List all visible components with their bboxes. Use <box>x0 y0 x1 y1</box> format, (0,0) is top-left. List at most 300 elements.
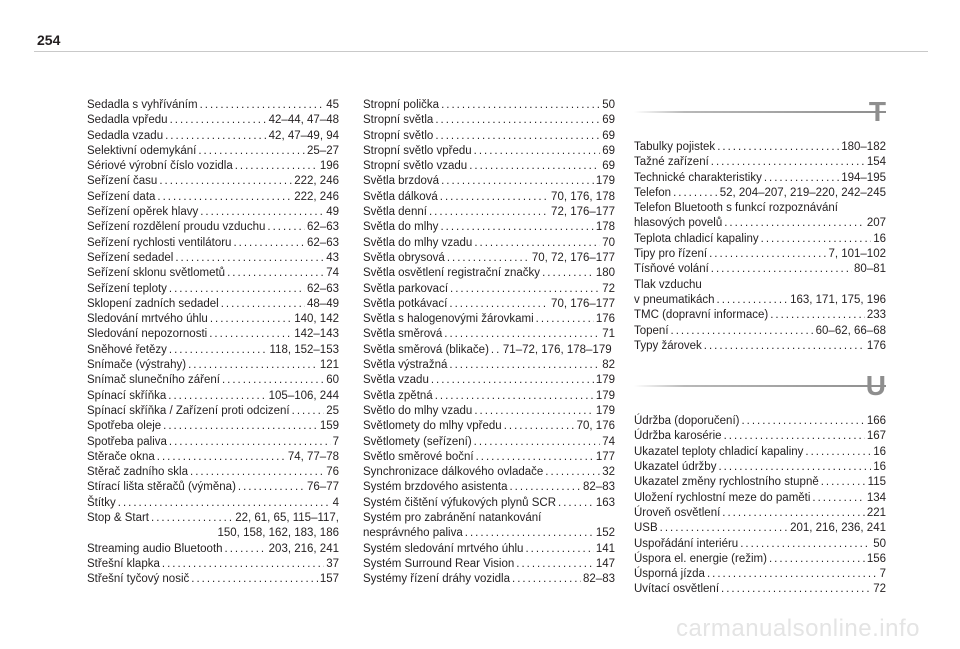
index-term: Seřízení data <box>87 190 156 203</box>
index-entry <box>87 266 339 281</box>
index-term: Seřízení rozdělení proudu vzduchu <box>87 221 266 234</box>
index-term: Technické charakteristiky <box>634 171 762 184</box>
index-entry <box>87 251 339 266</box>
index-term: Stropní polička <box>363 99 440 111</box>
page-references: 69 <box>602 160 615 173</box>
page-references: 70, 176 <box>576 420 615 433</box>
index-entry <box>363 312 615 327</box>
index-term: Úroveň osvětlení <box>634 506 721 519</box>
page-references: 176 <box>595 313 615 326</box>
page-references: 115 <box>867 476 886 489</box>
dot-leader <box>444 327 600 342</box>
index-column-3 <box>634 98 886 598</box>
page-references: 207 <box>866 217 886 230</box>
index-entry <box>363 496 615 511</box>
dot-leader <box>429 205 549 220</box>
index-term: Střešní klapka <box>87 557 160 570</box>
dot-leader <box>671 324 814 339</box>
dot-leader <box>222 373 324 388</box>
page-references: 71–72, 176, 178–179 <box>502 343 612 356</box>
index-term: Stropní světlo vzadu <box>363 160 468 173</box>
index-term: Selektivní odemykání <box>87 144 197 157</box>
index-term: Úspora el. energie (režim) <box>634 552 767 565</box>
index-term: Světla vzadu <box>363 374 429 387</box>
index-term: Světla směrová <box>363 328 443 341</box>
index-entry <box>363 419 615 434</box>
index-term: Seřízení sklonu světlometů <box>87 267 226 280</box>
index-entry <box>87 542 339 557</box>
dot-leader <box>660 521 788 536</box>
page-references: 32 <box>602 466 615 479</box>
index-entry <box>87 282 339 297</box>
index-term: Světla výstražná <box>363 359 448 372</box>
page-references: 70, 176, 178 <box>551 190 615 203</box>
index-entry <box>363 511 615 526</box>
index-entry <box>363 297 615 312</box>
index-entry <box>634 324 886 339</box>
index-term: nesprávného paliva <box>363 527 463 540</box>
page-references: 70, 72, 176–177 <box>531 251 615 264</box>
index-term: Typy žárovek <box>634 339 702 352</box>
dot-leader <box>805 445 871 460</box>
dot-leader <box>721 582 871 597</box>
dot-leader <box>292 404 325 419</box>
index-entry <box>363 220 615 235</box>
page-references: 72, 176–177 <box>551 206 615 219</box>
index-term: Spotřeba paliva <box>87 435 167 448</box>
dot-leader <box>509 480 581 495</box>
dot-leader <box>821 475 866 490</box>
dot-leader <box>440 190 549 205</box>
index-term: USB <box>634 522 658 535</box>
index-term: Sledování nepozornosti <box>87 328 208 341</box>
page-references: 221 <box>866 506 886 519</box>
page-references: 43 <box>326 251 339 264</box>
index-entry <box>634 278 886 293</box>
page-references: 167 <box>866 430 886 443</box>
dot-leader <box>770 308 865 323</box>
page-references: 179 <box>595 374 615 387</box>
dot-leader <box>238 480 305 495</box>
dot-leader <box>190 465 324 480</box>
index-term: Světla denní <box>363 206 427 219</box>
page-references: 76–77 <box>307 481 339 494</box>
page-references: 163 <box>595 496 615 509</box>
page-references: 4 <box>332 496 339 509</box>
index-term: Tlak vzduchu <box>634 278 702 291</box>
dot-leader <box>465 526 594 541</box>
index-term: Telefon Bluetooth s funkcí rozpoznávání <box>634 202 838 215</box>
index-entry <box>363 526 615 541</box>
page-references: 118, 152–153 <box>269 343 339 356</box>
page-references: 25–27 <box>307 144 339 157</box>
index-term: Sklopení zadních sedadel <box>87 297 219 310</box>
index-entry <box>363 373 615 388</box>
page-references: 177 <box>595 450 615 463</box>
page-references: 201, 216, 236, 241 <box>790 522 886 535</box>
page-references: 159 <box>319 420 339 433</box>
index-term: Stírací lišta stěračů (výměna) <box>87 481 236 494</box>
index-term: Světla směrová (blikače) <box>363 343 489 356</box>
index-term: Sněhové řetězy <box>87 343 167 356</box>
dot-leader <box>545 465 600 480</box>
index-term: Seřízení teploty <box>87 282 167 295</box>
index-entry <box>87 190 339 205</box>
dot-leader <box>761 232 872 247</box>
index-term: hlasových povelů <box>634 217 723 230</box>
index-term: Stop & Start <box>87 512 150 525</box>
page-references: 60 <box>326 374 339 387</box>
index-term: Světla s halogenovými žárovkami <box>363 313 534 326</box>
page-references: 121 <box>319 359 339 372</box>
index-entry <box>634 155 886 170</box>
index-term: Světla parkovací <box>363 282 449 295</box>
index-term: Stropní světlo <box>363 129 434 142</box>
index-entry <box>87 480 339 495</box>
dot-leader <box>169 435 331 450</box>
dot-leader <box>449 297 549 312</box>
dot-leader <box>162 557 324 572</box>
dot-leader <box>435 129 600 144</box>
page-references: 52, 204–207, 219–220, 242–245 <box>719 186 886 199</box>
page-references: 166 <box>866 415 886 428</box>
index-entry <box>634 216 886 231</box>
dot-leader <box>200 205 324 220</box>
index-entry <box>634 552 886 567</box>
page-references: 233 <box>866 309 886 322</box>
page-references: 69 <box>602 114 615 127</box>
index-entry <box>87 297 339 312</box>
page-references: 72 <box>873 583 886 596</box>
index-entry <box>87 312 339 327</box>
page-references: 76 <box>326 466 339 479</box>
index-term: Světla do mlhy vzadu <box>363 236 473 249</box>
index-entry <box>363 480 615 495</box>
dot-leader <box>718 460 871 475</box>
index-term: Teplota chladicí kapaliny <box>634 232 759 245</box>
index-term: Sériové výrobní číslo vozidla <box>87 160 233 173</box>
index-entry <box>634 537 886 552</box>
page-references: 16 <box>873 445 886 458</box>
index-entry <box>87 496 339 511</box>
index-entry <box>87 557 339 572</box>
dot-leader <box>504 419 575 434</box>
index-entry <box>363 404 615 419</box>
page-references: 180–182 <box>841 141 886 153</box>
dot-leader <box>717 140 839 155</box>
index-term: Světla dálková <box>363 190 438 203</box>
index-entry <box>363 98 615 113</box>
index-entry <box>87 129 339 144</box>
index-term: Světla osvětlení registrační značky <box>363 267 541 280</box>
dot-leader <box>474 404 594 419</box>
dot-leader <box>491 343 501 358</box>
dot-leader <box>542 266 594 281</box>
dot-leader <box>722 506 865 521</box>
index-term: Světla zpětná <box>363 389 433 402</box>
header-divider <box>34 51 928 52</box>
dot-leader <box>441 98 600 113</box>
index-term: Údržba karosérie <box>634 430 722 443</box>
page-references: 16 <box>873 461 886 474</box>
index-entry <box>87 419 339 434</box>
page-references: 62–63 <box>307 236 339 249</box>
dot-leader <box>741 414 864 429</box>
index-entry <box>87 511 339 542</box>
page-references: 152 <box>595 527 615 540</box>
page-references: 50 <box>873 537 886 550</box>
section-rule <box>634 111 886 113</box>
index-term: Snímač slunečního záření <box>87 374 220 387</box>
dot-leader <box>157 190 292 205</box>
index-entry <box>363 174 615 189</box>
index-entry <box>363 450 615 465</box>
dot-leader <box>536 312 594 327</box>
dot-leader <box>474 144 601 159</box>
dot-leader <box>558 496 594 511</box>
section-letter: T <box>868 96 886 127</box>
index-entry <box>634 491 886 506</box>
page-references: 194–195 <box>841 171 886 184</box>
dot-leader <box>221 297 305 312</box>
index-term: Světlomety do mlhy vpředu <box>363 420 502 433</box>
index-entry <box>634 414 886 429</box>
page-references: 50 <box>602 99 615 111</box>
page-references: 179 <box>595 404 615 417</box>
index-term: Sedadla s vyhříváním <box>87 99 198 111</box>
dot-leader <box>469 159 600 174</box>
index-entry <box>634 293 886 308</box>
index-term: Sedadla vzadu <box>87 129 164 142</box>
index-term: Uvítací osvětlení <box>634 583 720 596</box>
dot-leader <box>673 186 718 201</box>
page-references: 45 <box>326 99 339 111</box>
index-term: Seřízení sedadel <box>87 251 174 264</box>
page-references: 140, 142 <box>294 313 339 326</box>
index-term: Systém Surround Rear Vision <box>363 557 515 570</box>
page-references: 82–83 <box>583 573 615 586</box>
page-references: 179 <box>595 389 615 402</box>
index-entry <box>363 266 615 281</box>
index-term: Systémy řízení dráhy vozidla <box>363 573 511 586</box>
index-entry <box>634 429 886 444</box>
dot-leader <box>168 389 266 404</box>
dot-leader <box>169 343 268 358</box>
section-letter: U <box>865 370 886 402</box>
index-term: Úsporná jízda <box>634 568 705 581</box>
index-term: Systém čištění výfukových plynů SCR <box>363 496 557 509</box>
index-entry <box>363 572 615 587</box>
index-entry <box>634 232 886 247</box>
page-references: 222, 246 <box>294 175 339 188</box>
page-references: 70 <box>602 236 615 249</box>
page-references: 156 <box>866 552 886 565</box>
index-term: Světla potkávací <box>363 297 448 310</box>
index-term: Tísňové volání <box>634 263 709 276</box>
page-references: 74, 77–78 <box>287 450 339 463</box>
dot-leader <box>707 567 878 582</box>
dot-leader <box>267 220 305 235</box>
index-term: Stropní světla <box>363 114 434 127</box>
section-header-u <box>634 372 886 414</box>
watermark: carmanualsonline.info <box>676 615 920 642</box>
index-term: Seřízení času <box>87 175 158 188</box>
index-entry <box>363 389 615 404</box>
index-term: Systém brzdového asistenta <box>363 481 508 494</box>
index-entry <box>87 98 339 113</box>
dot-leader <box>210 312 292 327</box>
dot-leader <box>435 389 594 404</box>
dot-leader <box>118 496 331 511</box>
page-references: 7 <box>332 435 339 448</box>
index-term: Stěrač zadního skla <box>87 466 189 479</box>
index-entry <box>87 113 339 128</box>
dot-leader <box>704 339 865 354</box>
page-references: 147 <box>595 557 615 570</box>
index-entry <box>634 201 886 216</box>
index-term: Světlo do mlhy vzadu <box>363 404 473 417</box>
page-references: 7, 101–102 <box>828 248 886 261</box>
dot-leader <box>711 155 865 170</box>
index-term: Sedadla vpředu <box>87 114 168 127</box>
dot-leader <box>512 572 581 587</box>
index-entry <box>634 339 886 354</box>
page-references: 70, 176–177 <box>551 297 615 310</box>
section-header-t <box>634 98 886 140</box>
page-number: 254 <box>37 32 61 48</box>
index-term: Stěrače okna <box>87 450 155 463</box>
index-entry <box>363 236 615 251</box>
page-references: 62–63 <box>307 282 339 295</box>
index-term: Stropní světlo vpředu <box>363 144 472 157</box>
index-entry <box>363 251 615 266</box>
dot-leader <box>724 216 865 231</box>
page-references: 180 <box>595 267 615 280</box>
index-entry <box>363 282 615 297</box>
index-entry <box>363 435 615 450</box>
index-entry <box>634 521 886 536</box>
dot-leader <box>233 236 305 251</box>
index-term: Synchronizace dálkového ovladače <box>363 466 544 479</box>
index-entry <box>363 542 615 557</box>
index-entry <box>87 450 339 465</box>
index-term: Sledování mrtvého úhlu <box>87 313 208 326</box>
page-references: 163, 171, 175, 196 <box>790 293 886 306</box>
index-entry <box>634 247 886 262</box>
index-term: Telefon <box>634 186 672 199</box>
dot-leader <box>159 174 292 189</box>
page-references: 203, 216, 241 <box>268 542 339 555</box>
index-term: Seřízení opěrek hlavy <box>87 206 199 219</box>
index-entry <box>634 582 886 597</box>
index-term: Štítky <box>87 496 116 509</box>
index-term: Spínací skříňka / Zařízení proti odcizení <box>87 404 290 417</box>
index-column-2 <box>363 98 615 588</box>
index-term: Snímače (výstrahy) <box>87 359 187 372</box>
dot-leader <box>711 262 852 277</box>
index-entry <box>363 129 615 144</box>
index-entry <box>363 205 615 220</box>
page-references: 7 <box>879 568 886 581</box>
index-term: Topení <box>634 324 669 337</box>
index-term: Světlo směrové boční <box>363 450 474 463</box>
dot-leader <box>812 491 864 506</box>
page-references: 157 <box>319 573 339 586</box>
index-entry <box>363 190 615 205</box>
index-term: Ukazatel teploty chladicí kapaliny <box>634 445 804 458</box>
index-term: v pneumatikách <box>634 293 715 306</box>
page-references: 49 <box>326 206 339 219</box>
page-references: 69 <box>602 129 615 142</box>
index-entry <box>363 327 615 342</box>
page-references: 178 <box>595 221 615 234</box>
dot-leader <box>163 419 318 434</box>
dot-leader <box>200 98 325 113</box>
page-references: 105–106, 244 <box>268 389 339 402</box>
dot-leader <box>198 144 305 159</box>
dot-leader <box>709 247 826 262</box>
dot-leader <box>769 552 865 567</box>
index-entry <box>87 435 339 450</box>
page-references: 154 <box>866 156 886 169</box>
index-term: Světla obrysová <box>363 251 445 264</box>
index-entry <box>363 557 615 572</box>
page-references: 134 <box>866 491 886 504</box>
index-entry <box>634 567 886 582</box>
index-entry <box>87 174 339 189</box>
index-entry <box>87 220 339 235</box>
dot-leader <box>225 542 267 557</box>
index-entry <box>634 445 886 460</box>
index-entry <box>363 144 615 159</box>
dot-leader <box>440 220 593 235</box>
index-term: Systém sledování mrtvého úhlu <box>363 542 524 555</box>
index-entry <box>634 262 886 277</box>
page-references: 80–81 <box>854 263 886 276</box>
page-references: 25 <box>326 404 339 417</box>
index-term: Světla do mlhy <box>363 221 439 234</box>
index-entry <box>87 358 339 373</box>
index-entry <box>363 159 615 174</box>
index-entry <box>87 465 339 480</box>
page-references: 196 <box>319 160 339 173</box>
page-references: 74 <box>326 267 339 280</box>
page-references: 60–62, 66–68 <box>815 324 886 337</box>
index-term: Střešní tyčový nosič <box>87 573 190 586</box>
page-references: 82 <box>602 359 615 372</box>
index-entry <box>634 460 886 475</box>
index-entry <box>363 358 615 373</box>
index-entry <box>87 343 339 358</box>
page-references: 62–63 <box>307 221 339 234</box>
page-references: 71 <box>602 328 615 341</box>
index-entry <box>363 113 615 128</box>
page-references: 22, 61, 65, 115–117, <box>235 512 339 525</box>
index-term: Uspořádání interiéru <box>634 537 739 550</box>
dot-leader <box>740 537 871 552</box>
index-entry <box>363 343 615 358</box>
dot-leader <box>235 159 318 174</box>
page-references: 222, 246 <box>294 190 339 203</box>
page-references: 82–83 <box>583 481 615 494</box>
dot-leader <box>188 358 318 373</box>
index-entry <box>87 389 339 404</box>
index-term: Spotřeba oleje <box>87 420 162 433</box>
index-term: Světla brzdová <box>363 175 440 188</box>
page-references: 42, 47–49, 94 <box>268 129 339 142</box>
dot-leader <box>165 129 267 144</box>
page-references: 176 <box>866 339 886 352</box>
